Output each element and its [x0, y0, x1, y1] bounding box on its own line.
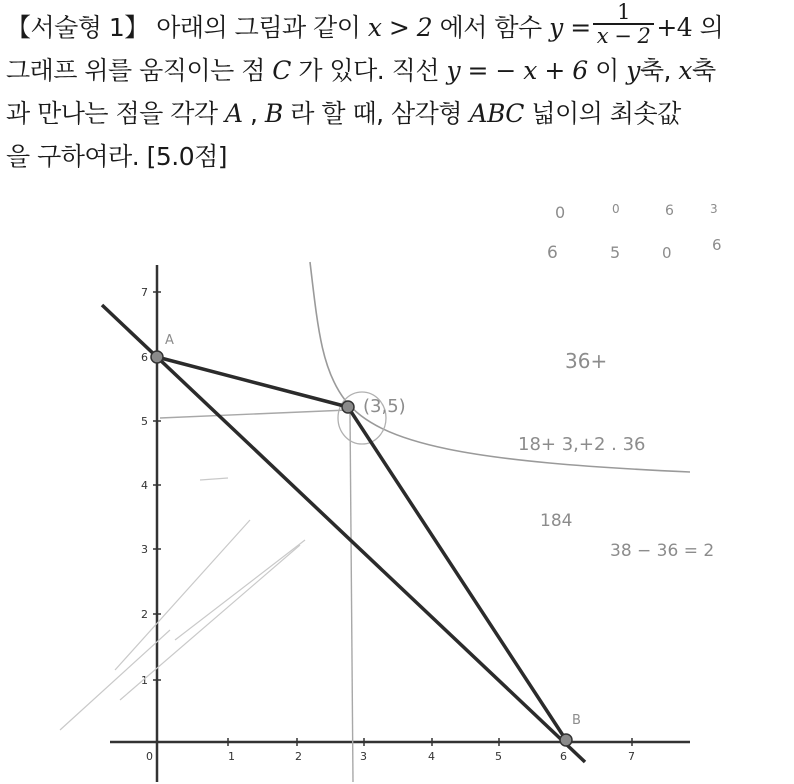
x-tick-label: 3: [360, 750, 367, 763]
triangle-name: ABC: [469, 99, 524, 128]
problem-text: 라 할 때, 삼각형: [290, 99, 462, 128]
handwriting: 3: [710, 202, 718, 216]
label-a: A: [165, 333, 174, 348]
handwriting: 0: [555, 203, 566, 222]
guide-line-horizontal: [160, 410, 348, 418]
y-tick-label: 7: [141, 286, 148, 299]
line-y-eq-neg-x-plus-6: [102, 305, 585, 762]
comma: ,: [250, 99, 258, 128]
handwriting: 0: [662, 244, 672, 262]
handwriting: 38 − 36 = 2: [610, 541, 715, 561]
handwriting: 18+ 3,+2 . 36: [518, 434, 646, 455]
handwriting: 0: [612, 202, 620, 216]
fraction-denominator: x − 2: [596, 24, 651, 48]
handwriting: 6: [665, 203, 674, 219]
handwriting: 36+: [565, 349, 608, 373]
problem-text: 축,: [639, 56, 671, 85]
problem-text: 축: [692, 56, 716, 85]
x-axis-name: x: [678, 56, 693, 85]
x-tick-label: 4: [428, 750, 435, 763]
handwriting: 184: [540, 511, 573, 531]
y-tick-label: 2: [141, 608, 148, 621]
point-b: B: [264, 99, 283, 128]
point-a-marker: [151, 351, 163, 363]
function-lhs: y =: [549, 13, 591, 42]
pencil-hatching: [60, 478, 305, 730]
problem-tag: 【서술형 1】: [6, 13, 149, 42]
line-equation: y = − x + 6: [446, 56, 588, 85]
handwriting: 5: [610, 243, 621, 262]
x-tick-label: 1: [228, 750, 235, 763]
problem-text: 의: [699, 13, 724, 42]
y-tick-label: 3: [141, 543, 148, 556]
point-b-marker: [560, 734, 572, 746]
y-tick-label: 5: [141, 415, 148, 428]
problem-text: 과 만나는 점을 각각: [6, 99, 218, 128]
problem-text: 아래의 그림과 같이: [156, 13, 361, 42]
point-a: A: [225, 99, 243, 128]
fraction-numerator: 1: [593, 1, 655, 25]
y-tick-label: 4: [141, 479, 148, 492]
point-c-coordinates: (3,5): [363, 396, 406, 417]
function-rhs: +4: [656, 13, 693, 42]
x-tick-label: 2: [295, 750, 302, 763]
y-axis-name: y: [626, 56, 640, 85]
x-tick-label: 5: [495, 750, 502, 763]
point-c: C: [272, 56, 291, 85]
handwriting: 6: [547, 243, 558, 263]
x-tick-label: 6: [560, 750, 567, 763]
point-c-marker: [342, 401, 354, 413]
problem-text: 가 있다. 직선: [298, 56, 439, 85]
triangle-side-cb: [348, 407, 566, 740]
problem-text: 에서 함수: [439, 13, 542, 42]
problem-text: 그래프 위를 움직이는 점: [6, 56, 265, 85]
x-tick-label: 0: [146, 750, 153, 763]
label-b: B: [572, 713, 581, 728]
y-tick-label: 6: [141, 351, 148, 364]
problem-text: 이: [595, 56, 619, 85]
x-tick-label: 7: [628, 750, 635, 763]
y-tick-label: 1: [141, 674, 148, 687]
problem-text: 넓이의 최솟값: [531, 99, 681, 128]
guide-line-vertical: [350, 412, 353, 782]
condition: x > 2: [367, 13, 433, 42]
handwriting: 6: [712, 236, 722, 254]
problem-text: 을 구하여라. [5.0점]: [6, 142, 228, 171]
